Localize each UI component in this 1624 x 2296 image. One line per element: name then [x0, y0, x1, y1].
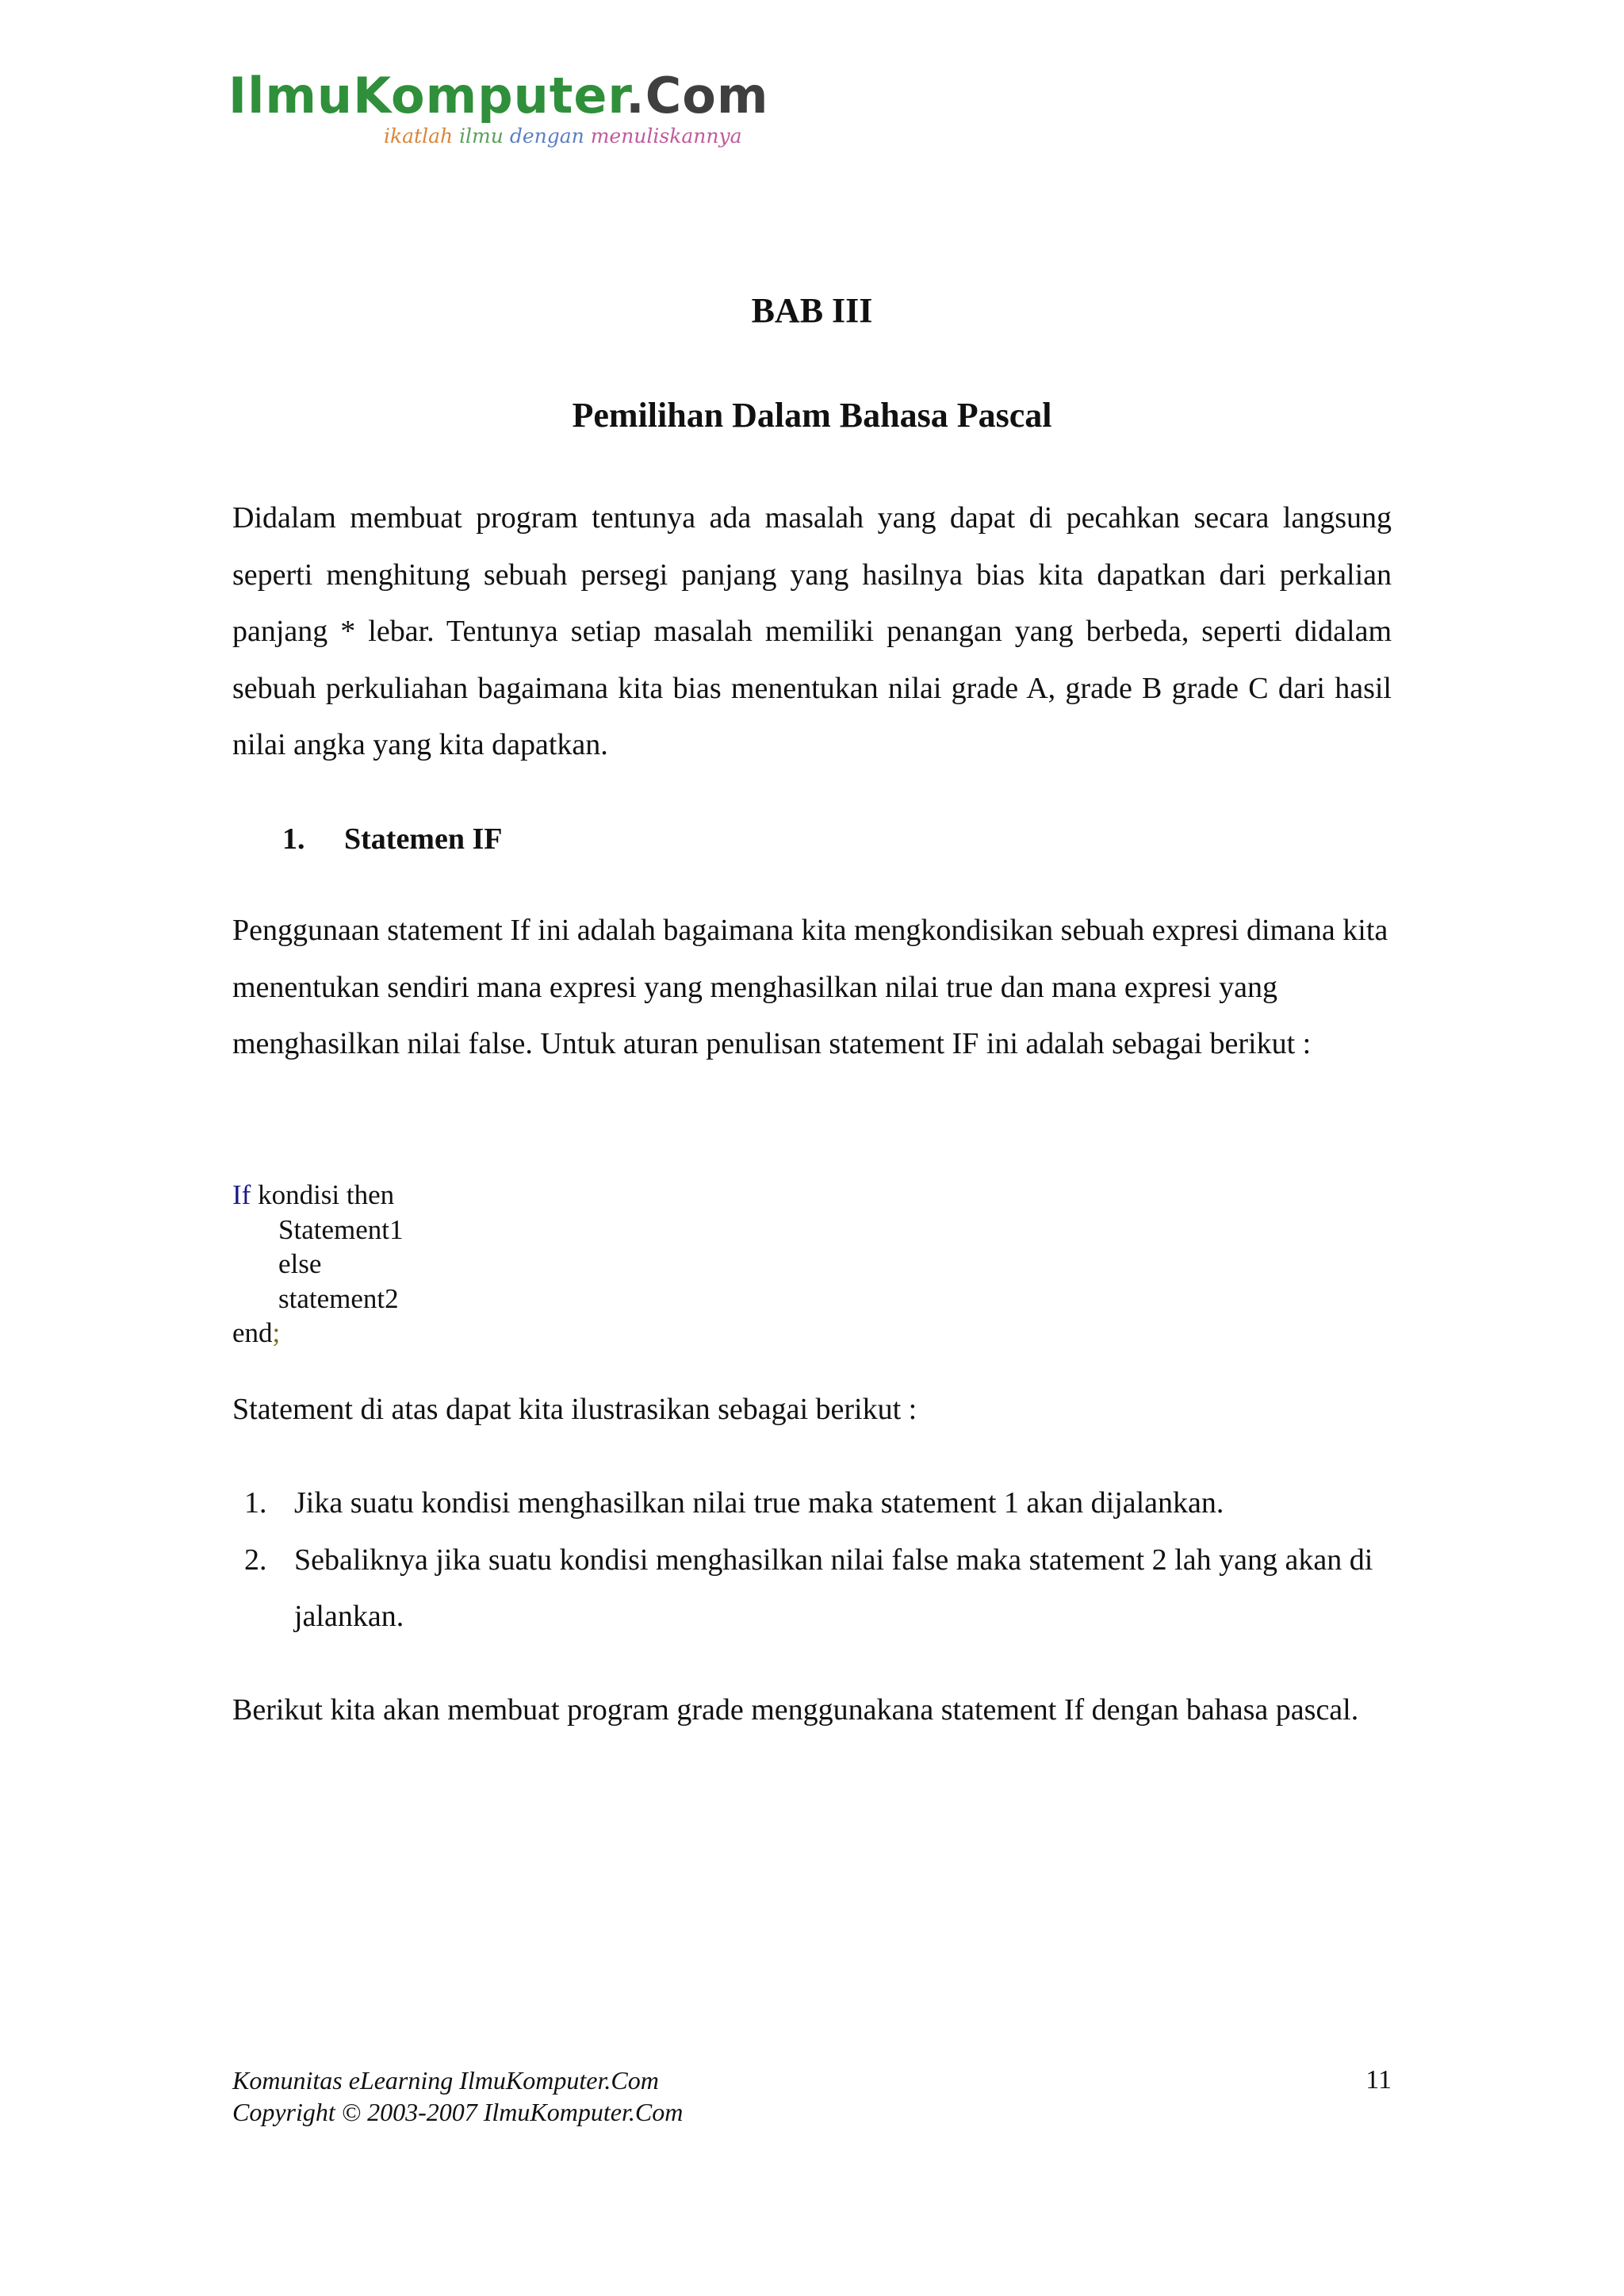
logo-wordmark	[228, 67, 768, 125]
tagline-word-2: ilmu	[459, 125, 504, 148]
logo-name: IlmuKomputer	[228, 67, 626, 125]
tagline-word-4: menuliskannya	[590, 125, 742, 148]
page-footer	[232, 2064, 683, 2128]
code-line-4: statement2	[278, 1282, 399, 1314]
list-item	[232, 1532, 1392, 1646]
intro-paragraph: Didalam membuat program tentunya ada masalah yang dapat di pecahkan secara langsung seperti menghitung sebuah persegi panjang yang hasilnya bias kita dapatkan dari perkalian panjang * lebar. Tentunya setiap masalah memiliki penangan yang berbeda, seperti didalam sebuah perkuliahan bagaimana kita bias menentukan nilai grade A, grade B grade C dari hasil nilai angka yang kita dapatkan.	[232, 501, 1392, 761]
code-line-5	[232, 1316, 403, 1351]
section-label: Statemen IF	[344, 822, 503, 856]
list-item-text: Jika suatu kondisi menghasilkan nilai true maka statement 1 akan dijalankan.	[294, 1486, 1224, 1520]
code-end: end	[232, 1317, 273, 1348]
tagline-word-3: dengan	[509, 125, 584, 148]
section-paragraph: Penggunaan statement If ini adalah bagaimana kita mengkondisikan sebuah expresi dimana kita menentukan sendiri mana expresi yang menghasilkan nilai true dan mana expresi yang menghasilkan nilai false. Untuk aturan penulisan statement IF ini adalah sebagai berikut :	[232, 914, 1388, 1060]
code-line-3: else	[278, 1248, 322, 1279]
chapter-heading: BAB III	[751, 291, 873, 330]
site-logo	[228, 67, 769, 154]
logo-tagline	[384, 124, 742, 149]
list-item-number: 2.	[244, 1543, 267, 1577]
page-number: 11	[1365, 2065, 1392, 2095]
illustration-paragraph: Statement di atas dapat kita ilustrasikan sebagai berikut :	[232, 1393, 917, 1426]
page-title: Pemilihan Dalam Bahasa Pascal	[572, 396, 1052, 435]
list-item-text: Sebaliknya jika suatu kondisi menghasilkan nilai false maka statement 2 lah yang akan di jalankan.	[294, 1543, 1373, 1633]
logo-suffix: .Com	[626, 67, 769, 125]
code-line-2: Statement1	[278, 1213, 404, 1245]
tagline-word-1: ikatlah	[384, 125, 454, 148]
footer-line-2: Copyright © 2003-2007 IlmuKomputer.Com	[232, 2098, 684, 2126]
section-number: 1.	[282, 822, 305, 856]
footer-line-1: Komunitas eLearning IlmuKomputer.Com	[232, 2066, 659, 2095]
closing-paragraph: Berikut kita akan membuat program grade menggunakana statement If dengan bahasa pascal.	[232, 1693, 1359, 1727]
list-item-number: 1.	[244, 1486, 267, 1520]
code-line-1-rest: kondisi then	[251, 1179, 395, 1210]
code-semicolon: ;	[272, 1317, 281, 1348]
code-block	[232, 1178, 403, 1351]
section-heading	[282, 811, 502, 868]
numbered-list	[232, 1475, 1392, 1646]
list-item	[232, 1475, 1392, 1532]
code-keyword-if: If	[232, 1179, 251, 1210]
code-line-1	[232, 1178, 403, 1213]
